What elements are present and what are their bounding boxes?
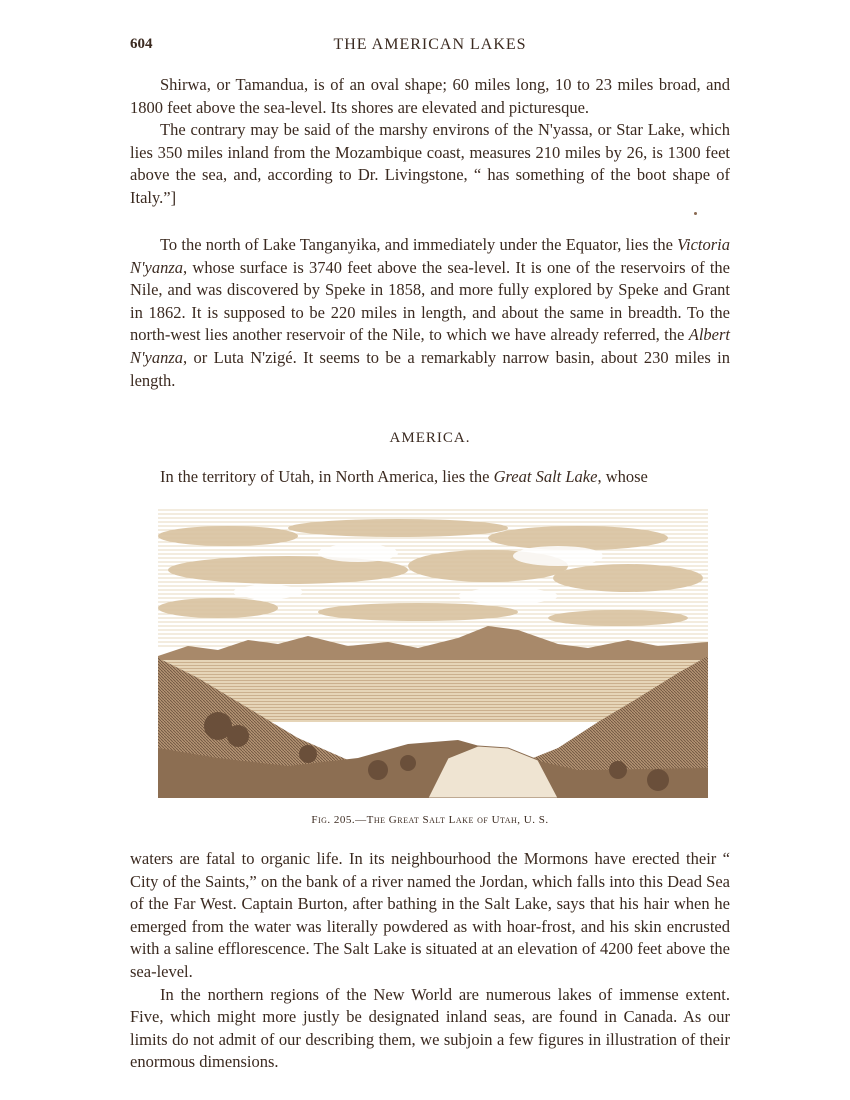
paragraph-nyassa: The contrary may be said of the marshy environs of the N'yassa, or Star Lake, which lies 350 miles inland from the Mozambique coast, measures 210 miles by 26, is 1300 feet above the sea, and, according to Dr. Livingstone, “ has something of the boot shape of Italy.”] <box>130 120 730 207</box>
text-run: , or Luta N'zigé. It seems to be a remarkably narrow basin, about 230 miles in length. <box>130 347 730 390</box>
paragraph-victoria-nyanza <box>130 234 730 392</box>
paragraph-great-salt-lake <box>130 466 730 489</box>
lake-name-albert: Albert N'yanza <box>130 325 730 367</box>
paragraph-mormons: waters are fatal to organic life. In its neighbourhood the Mormons have erected their “ City of the Saints,” on the bank of a river named the Jordan, which falls into this Dead Sea of the Far West. Captain Burton, after bathing in the Salt Lake, says that his hair when he emerged from the water was literally powdered as with hoar-frost, and his skin encrusted with a saline efflorescence. The Salt Lake is situated at an elevation of 4200 feet above the sea-level. <box>130 849 730 981</box>
page-number: 604 <box>130 36 153 52</box>
paragraph-shirwa: Shirwa, or Tamandua, is of an oval shape; 60 miles long, 10 to 23 miles broad, and 1800 feet above the sea-level. Its shores are elevated and picturesque. <box>130 75 730 117</box>
text-block-victoria <box>130 234 730 392</box>
paragraph-canada-lakes: In the northern regions of the New World are numerous lakes of immense extent. Five, which might more justly be designated inland seas, are found in Canada. As our limits do not admit of our describing them, we subjoin a few figures in illustration of their enormous dimensions. <box>130 984 730 1072</box>
figure-caption: Fig. 205.—The Great Salt Lake of Utah, U. S. <box>311 814 549 826</box>
running-head: THE AMERICAN LAKES <box>333 36 527 53</box>
text-block-utah <box>130 466 730 489</box>
ink-speck <box>694 212 697 215</box>
text-run: , whose <box>597 467 648 486</box>
text-block-top <box>130 74 730 210</box>
landscape-illustration <box>158 508 708 798</box>
lake-name-victoria: Victoria N'yanza <box>130 235 730 277</box>
engraving-great-salt-lake <box>158 508 708 798</box>
lake-name-great-salt: Great Salt Lake <box>493 467 598 486</box>
section-heading-america: AMERICA. <box>389 430 471 446</box>
text-run: In the territory of Utah, in North America, lies the <box>160 467 494 486</box>
text-block-bottom <box>130 848 730 1074</box>
page-header <box>130 36 730 60</box>
text-run: To the north of Lake Tanganyika, and immediately under the Equator, lies the <box>160 235 678 254</box>
text-run: , whose surface is 3740 feet above the sea-level. It is one of the reservoirs of the Nile, and was discovered by Speke in 1858, and more fully explored by Speke and Grant in 1862. It is supposed to be 220 miles in length, and about the same in breadth. To the north-west lies another reservoir of the Nile, to which we have already referred, the <box>130 257 730 345</box>
